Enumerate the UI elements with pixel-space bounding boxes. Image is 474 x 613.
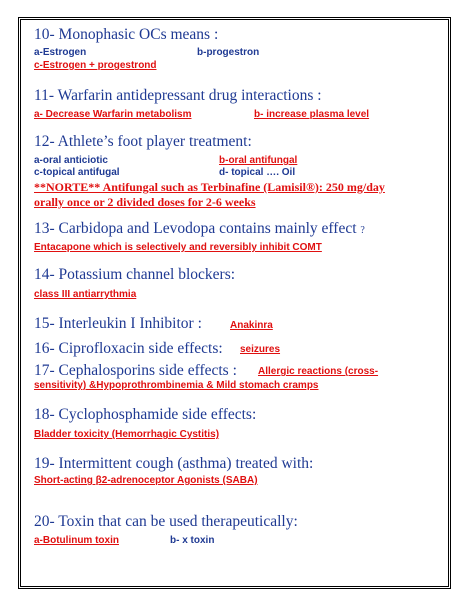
question-11-option-b: b- increase plasma level <box>254 109 370 120</box>
question-12-option-d: d- topical …. Oil <box>219 167 296 178</box>
question-20-option-b: b- x toxin <box>170 535 215 546</box>
question-12-option-a: a-oral anticiotic <box>34 155 108 166</box>
question-19-answer: Short-acting β2-adrenoceptor Agonists (SABA) <box>34 475 258 486</box>
question-13-title-text: 13- Carbidopa and Levodopa contains mainly effect <box>34 220 357 237</box>
question-15-title: 15- Interleukin I Inhibitor : <box>34 315 202 332</box>
question-19-title: 19- Intermittent cough (asthma) treated with: <box>34 455 314 472</box>
question-15-answer: Anakinra <box>230 320 273 331</box>
question-16-title: 16- Ciprofloxacin side effects: <box>34 340 223 357</box>
question-16-answer: seizures <box>240 344 281 355</box>
question-12-option-c: c-topical antifugal <box>34 167 120 178</box>
question-14-answer: class III antiarrythmia <box>34 289 137 300</box>
question-11-title: 11- Warfarin antidepressant drug interactions : <box>34 87 322 104</box>
question-17-answer-line-1: Allergic reactions (cross- <box>258 366 379 377</box>
question-10-option-c: c-Estrogen + progestrond <box>34 60 157 71</box>
question-13-title <box>34 220 365 238</box>
question-10-title: 10- Monophasic OCs means : <box>34 26 219 43</box>
question-13-answer: Entacapone which is selectively and reversibly inhibit COMT <box>34 242 322 253</box>
question-14-title: 14- Potassium channel blockers: <box>34 266 236 283</box>
question-12-note-line-1: **NORTE** Antifungal such as Terbinafine (Lamisil®): 250 mg/day <box>34 180 385 194</box>
question-18-title: 18- Cyclophosphamide side effects: <box>34 406 257 423</box>
question-20-option-a: a-Botulinum toxin <box>34 535 119 546</box>
question-10-option-a: a-Estrogen <box>34 47 87 58</box>
question-17-title: 17- Cephalosporins side effects : <box>34 362 237 379</box>
question-12-option-b: b-oral antifungal <box>219 155 298 166</box>
question-10-option-b: b-progestron <box>197 47 260 58</box>
question-18-answer: Bladder toxicity (Hemorrhagic Cystitis) <box>34 429 220 440</box>
question-12-title: 12- Athlete’s foot player treatment: <box>34 133 252 150</box>
question-12-note-line-2: orally once or 2 divided doses for 2-6 weeks <box>34 195 256 209</box>
question-13-question-mark: ? <box>360 225 365 236</box>
question-20-title: 20- Toxin that can be used therapeutically: <box>34 513 298 530</box>
question-11-option-a: a- Decrease Warfarin metabolism <box>34 109 192 120</box>
question-17-answer-line-2: sensitivity) &Hypoprothrombinemia & Mild stomach cramps <box>34 380 319 391</box>
